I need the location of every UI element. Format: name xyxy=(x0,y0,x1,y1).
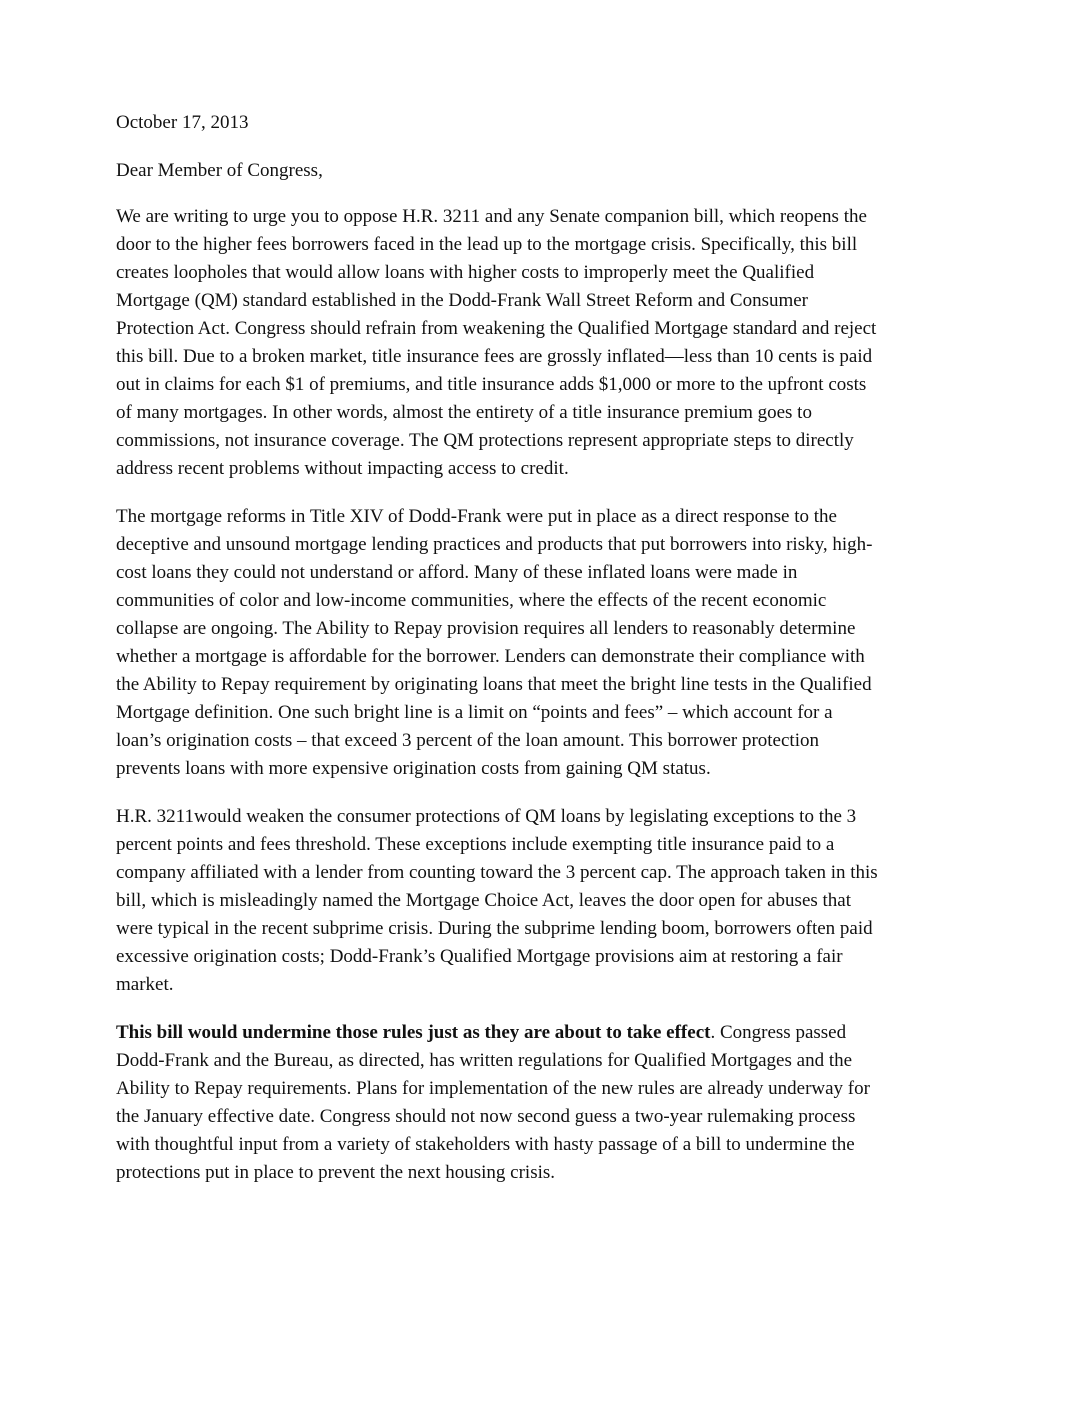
paragraph-line: bill, which is misleadingly named the Mortgage Choice Act, leaves the door open for abuses that xyxy=(116,890,852,911)
salutation: Dear Member of Congress, xyxy=(116,160,323,181)
paragraph-line: The mortgage reforms in Title XIV of Dodd-Frank were put in place as a direct response to the xyxy=(116,506,837,527)
letter-date: October 17, 2013 xyxy=(116,112,249,133)
paragraph-line: creates loopholes that would allow loans with higher costs to improperly meet the Qualified xyxy=(116,262,815,283)
paragraph-line: Mortgage definition. One such bright line is a limit on “points and fees” – which account for a xyxy=(116,702,833,723)
paragraph-line: the January effective date. Congress should not now second guess a two-year rulemaking process xyxy=(116,1106,856,1127)
paragraph-line: Ability to Repay requirements. Plans for implementation of the new rules are already underway for xyxy=(116,1078,870,1099)
paragraph-line: percent points and fees threshold. These exceptions include exempting title insurance paid to a xyxy=(116,834,835,855)
paragraph-line: H.R. 3211would weaken the consumer protections of QM loans by legislating exceptions to the 3 xyxy=(116,806,857,827)
paragraph-line: Mortgage (QM) standard established in the Dodd-Frank Wall Street Reform and Consumer xyxy=(116,290,808,311)
paragraph-line: prevents loans with more expensive origination costs from gaining QM status. xyxy=(116,758,711,779)
paragraph-line: Protection Act. Congress should refrain from weakening the Qualified Mortgage standard and reject xyxy=(116,318,877,339)
bold-lead-text: This bill would undermine those rules just as they are about to take effect xyxy=(116,1022,711,1043)
paragraph-line: deceptive and unsound mortgage lending practices and products that put borrowers into risky, high- xyxy=(116,534,873,555)
paragraph-line: excessive origination costs; Dodd-Frank’s Qualified Mortgage provisions aim at restoring a fair xyxy=(116,946,843,967)
paragraph-line: loan’s origination costs – that exceed 3 percent of the loan amount. This borrower protection xyxy=(116,730,819,751)
paragraph-line: communities of color and low-income communities, where the effects of the recent economic xyxy=(116,590,827,611)
paragraph-line: out in claims for each $1 of premiums, and title insurance adds $1,000 or more to the upfront costs xyxy=(116,374,867,395)
paragraph-line: the Ability to Repay requirement by originating loans that meet the bright line tests in the Qualified xyxy=(116,674,872,695)
paragraph-line: commissions, not insurance coverage. The QM protections represent appropriate steps to directly xyxy=(116,430,854,451)
paragraph-line: protections put in place to prevent the next housing crisis. xyxy=(116,1162,556,1183)
paragraph-line: company affiliated with a lender from counting toward the 3 percent cap. The approach taken in this xyxy=(116,862,878,883)
paragraph-line: with thoughtful input from a variety of stakeholders with hasty passage of a bill to undermine the xyxy=(116,1134,855,1155)
paragraph-first-line xyxy=(116,1022,846,1044)
paragraph-line: door to the higher fees borrowers faced in the lead up to the mortgage crisis. Specifically, this bill xyxy=(116,234,858,255)
paragraph-line: cost loans they could not understand or afford. Many of these inflated loans were made in xyxy=(116,562,798,583)
paragraph-line: collapse are ongoing. The Ability to Repay provision requires all lenders to reasonably determine xyxy=(116,618,856,639)
paragraph-line: were typical in the recent subprime crisis. During the subprime lending boom, borrowers often paid xyxy=(116,918,873,939)
paragraph-line: whether a mortgage is affordable for the borrower. Lenders can demonstrate their compliance with xyxy=(116,646,865,667)
paragraph-line: We are writing to urge you to oppose H.R. 3211 and any Senate companion bill, which reopens the xyxy=(116,206,867,227)
paragraph-line: of many mortgages. In other words, almost the entirety of a title insurance premium goes to xyxy=(116,402,812,423)
paragraph-line: Dodd-Frank and the Bureau, as directed, has written regulations for Qualified Mortgages and the xyxy=(116,1050,853,1071)
paragraph-line: market. xyxy=(116,974,174,995)
paragraph-line: this bill. Due to a broken market, title insurance fees are grossly inflated—less than 10 cents is paid xyxy=(116,346,873,367)
first-line-rest: . Congress passed xyxy=(710,1022,847,1043)
paragraph-line: address recent problems without impacting access to credit. xyxy=(116,458,569,479)
